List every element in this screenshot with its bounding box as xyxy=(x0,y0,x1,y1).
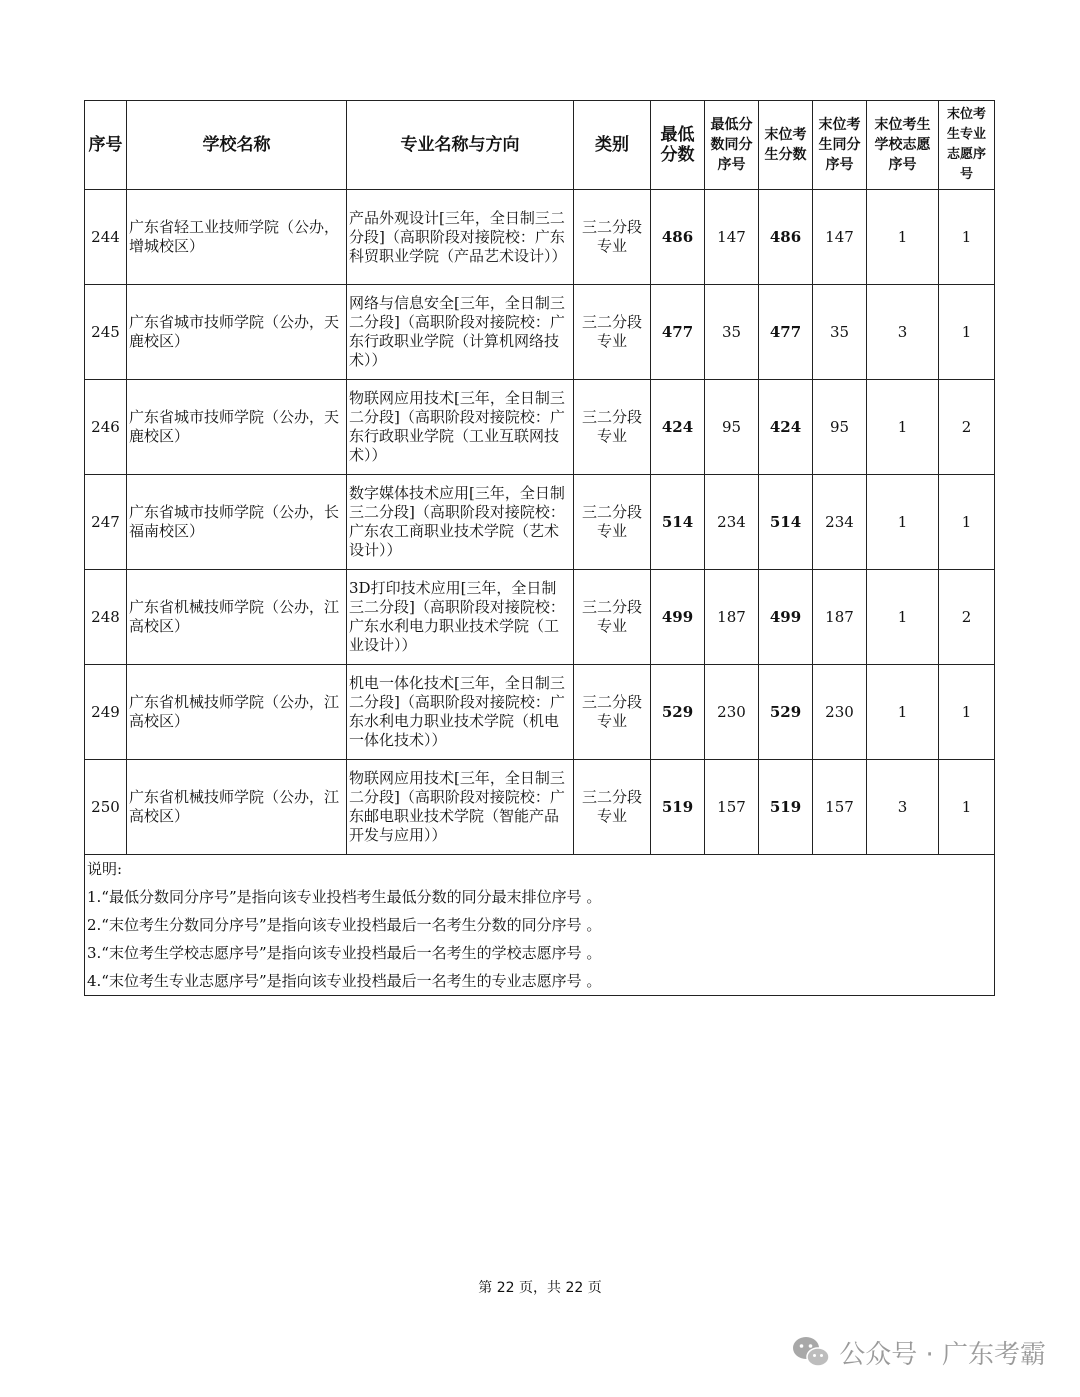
cell-min-score: 519 xyxy=(651,760,705,855)
cell-min-rank: 95 xyxy=(705,380,759,475)
cell-min-score: 424 xyxy=(651,380,705,475)
cell-min-rank: 35 xyxy=(705,285,759,380)
cell-last-score: 514 xyxy=(759,475,813,570)
cell-major: 物联网应用技术[三年，全日制三二分段]（高职阶段对接院校：广东行政职业学院（工业互联网技术）） xyxy=(347,380,574,475)
cell-last-score: 477 xyxy=(759,285,813,380)
cell-last-rank: 147 xyxy=(813,190,867,285)
header-major: 专业名称与方向 xyxy=(347,101,574,190)
cell-school-pref: 1 xyxy=(867,570,939,665)
header-category: 类别 xyxy=(574,101,651,190)
cell-school: 广东省机械技师学院（公办，江高校区） xyxy=(127,760,347,855)
table-row xyxy=(85,380,995,475)
cell-min-rank: 147 xyxy=(705,190,759,285)
cell-major-pref: 1 xyxy=(939,190,995,285)
table-row xyxy=(85,570,995,665)
cell-last-rank: 157 xyxy=(813,760,867,855)
header-last-score: 末位考生分数 xyxy=(759,101,813,190)
cell-last-rank: 95 xyxy=(813,380,867,475)
cell-category: 三二分段专业 xyxy=(574,665,651,760)
cell-major-pref: 1 xyxy=(939,475,995,570)
cell-min-rank: 187 xyxy=(705,570,759,665)
cell-last-score: 519 xyxy=(759,760,813,855)
cell-last-score: 529 xyxy=(759,665,813,760)
cell-category: 三二分段专业 xyxy=(574,285,651,380)
cell-category: 三二分段专业 xyxy=(574,190,651,285)
watermark-text: 公众号 · 广东考霸 xyxy=(839,1339,1046,1370)
cell-last-score: 499 xyxy=(759,570,813,665)
cell-last-rank: 234 xyxy=(813,475,867,570)
header-no: 序号 xyxy=(85,101,127,190)
cell-major: 物联网应用技术[三年，全日制三二分段]（高职阶段对接院校：广东邮电职业技术学院（智能产品开发与应用）） xyxy=(347,760,574,855)
cell-school-pref: 3 xyxy=(867,760,939,855)
header-min-score: 最低分数 xyxy=(651,101,705,190)
cell-school: 广东省城市技师学院（公办，天鹿校区） xyxy=(127,380,347,475)
header-major-pref: 末位考生专业志愿序号 xyxy=(939,101,995,190)
cell-min-rank: 230 xyxy=(705,665,759,760)
admission-table xyxy=(84,100,995,996)
cell-category: 三二分段专业 xyxy=(574,570,651,665)
note-item: 1.“最低分数同分序号”是指向该专业投档考生最低分数的同分最末排位序号 。 xyxy=(87,888,602,906)
cell-major: 3D打印技术应用[三年，全日制三二分段]（高职阶段对接院校：广东水利电力职业技术学院（工业设计）） xyxy=(347,570,574,665)
note-item: 3.“末位考生学校志愿序号”是指向该专业投档最后一名考生的学校志愿序号 。 xyxy=(87,944,602,962)
cell-min-score: 477 xyxy=(651,285,705,380)
watermark xyxy=(791,1332,1046,1372)
cell-last-score: 424 xyxy=(759,380,813,475)
cell-min-score: 499 xyxy=(651,570,705,665)
cell-last-rank: 187 xyxy=(813,570,867,665)
cell-major-pref: 1 xyxy=(939,285,995,380)
table-row xyxy=(85,665,995,760)
cell-last-score: 486 xyxy=(759,190,813,285)
cell-category: 三二分段专业 xyxy=(574,380,651,475)
cell-major: 数字媒体技术应用[三年，全日制三二分段]（高职阶段对接院校：广东农工商职业技术学院（艺术设计）） xyxy=(347,475,574,570)
table-row xyxy=(85,760,995,855)
table-row xyxy=(85,475,995,570)
cell-school: 广东省城市技师学院（公办，天鹿校区） xyxy=(127,285,347,380)
cell-school-pref: 1 xyxy=(867,380,939,475)
cell-last-rank: 35 xyxy=(813,285,867,380)
cell-major-pref: 2 xyxy=(939,380,995,475)
cell-major-pref: 1 xyxy=(939,665,995,760)
header-last-rank: 末位考生同分序号 xyxy=(813,101,867,190)
cell-school: 广东省机械技师学院（公办，江高校区） xyxy=(127,570,347,665)
header-school: 学校名称 xyxy=(127,101,347,190)
cell-min-score: 529 xyxy=(651,665,705,760)
note-item: 2.“末位考生分数同分序号”是指向该专业投档最后一名考生分数的同分序号 。 xyxy=(87,916,602,934)
cell-no: 247 xyxy=(85,475,127,570)
cell-category: 三二分段专业 xyxy=(574,475,651,570)
table-row xyxy=(85,190,995,285)
cell-last-rank: 230 xyxy=(813,665,867,760)
cell-min-rank: 234 xyxy=(705,475,759,570)
cell-major-pref: 2 xyxy=(939,570,995,665)
cell-school-pref: 1 xyxy=(867,475,939,570)
cell-no: 250 xyxy=(85,760,127,855)
cell-school: 广东省轻工业技师学院（公办，增城校区） xyxy=(127,190,347,285)
wechat-icon xyxy=(791,1335,831,1369)
page-number: 第 22 页，共 22 页 xyxy=(478,1280,602,1296)
cell-school-pref: 1 xyxy=(867,190,939,285)
cell-major: 网络与信息安全[三年，全日制三二分段]（高职阶段对接院校：广东行政职业学院（计算机网络技术）） xyxy=(347,285,574,380)
cell-school: 广东省城市技师学院（公办，长福南校区） xyxy=(127,475,347,570)
notes-cell xyxy=(85,855,995,996)
table-row xyxy=(85,285,995,380)
cell-school: 广东省机械技师学院（公办，江高校区） xyxy=(127,665,347,760)
cell-school-pref: 1 xyxy=(867,665,939,760)
cell-major: 机电一体化技术[三年，全日制三二分段]（高职阶段对接院校：广东水利电力职业技术学院（机电一体化技术）） xyxy=(347,665,574,760)
cell-no: 246 xyxy=(85,380,127,475)
cell-school-pref: 3 xyxy=(867,285,939,380)
notes-row xyxy=(85,855,995,996)
header-min-rank: 最低分数同分序号 xyxy=(705,101,759,190)
cell-min-score: 486 xyxy=(651,190,705,285)
cell-category: 三二分段专业 xyxy=(574,760,651,855)
cell-no: 248 xyxy=(85,570,127,665)
cell-min-score: 514 xyxy=(651,475,705,570)
cell-no: 249 xyxy=(85,665,127,760)
cell-no: 245 xyxy=(85,285,127,380)
header-row xyxy=(85,101,995,190)
cell-min-rank: 157 xyxy=(705,760,759,855)
header-school-pref: 末位考生学校志愿序号 xyxy=(867,101,939,190)
cell-major-pref: 1 xyxy=(939,760,995,855)
notes-title: 说明: xyxy=(87,860,123,878)
cell-major: 产品外观设计[三年，全日制三二分段]（高职阶段对接院校：广东科贸职业学院（产品艺术设计）） xyxy=(347,190,574,285)
cell-no: 244 xyxy=(85,190,127,285)
note-item: 4.“末位考生专业志愿序号”是指向该专业投档最后一名考生的专业志愿序号 。 xyxy=(87,972,602,990)
